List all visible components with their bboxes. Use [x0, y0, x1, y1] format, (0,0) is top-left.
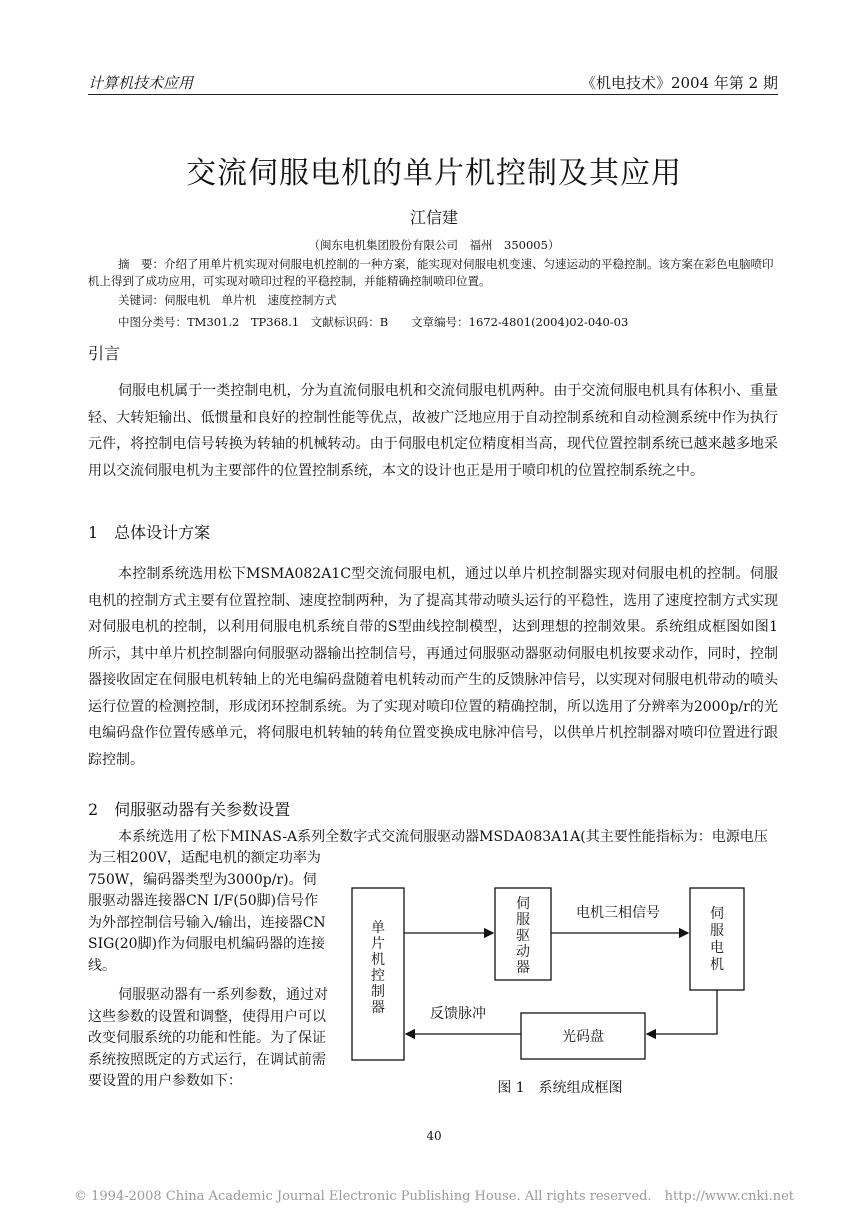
running-header-left: 计算机技术应用 — [88, 74, 194, 92]
section-1-paragraph: 本控制系统选用松下MSMA082A1C型交流伺服电机，通过以单片机控制器实现对伺服电机的控制。伺服电机的控制方式主要有位置控制、速度控制两种，为了提高其带动喷头运行的平稳性，选用了速度控制方式实现对伺服电机的控制，以利用伺服电机系统自带的S型曲线控制模型，达到理想的控制效果。系统组成框图如图1所示，其中单片机控制器向伺服驱动器输出控制信号，再通过伺服驱动器驱动伺服电机按要求动作，同时，控制器接收固定在伺服电机转轴上的光电编码盘随着电机转动而产生的反馈脉冲信号，以实现对伺服电机带动的喷头运行位置的检测控制，形成闭环控制系统。为了实现对喷印位置的精确控制，所以选用了分辨率为2000p/r的光电编码盘作位置传感单元，将伺服电机转轴的转角位置变换成电脉冲信号，以供单片机控制器对喷印位置进行跟踪控制。 — [88, 566, 778, 768]
keywords: 关键词：伺服电机 单片机 速度控制方式 — [118, 293, 337, 307]
section-heading-intro: 引言 — [88, 344, 121, 363]
encoder-label: 光码盘 — [562, 1029, 604, 1045]
section-2-paragraph-1: 为三相200V，适配电机的额定功率为750W，编码器类型为3000p/r)。伺服驱动器连接器CN I/F(50脚)信号作为外部控制信号输入/输出，连接器CN SIG(20脚)作为伺服电机编码器的连接线。 — [88, 850, 326, 974]
motor-block — [690, 888, 744, 990]
arrow-motor-to-encoder — [647, 990, 717, 1034]
driver-label: 伺服驱动器 — [516, 896, 530, 976]
system-block-diagram — [340, 870, 780, 1110]
copyright-footer: © 1994-2008 China Academic Journal Electronic Publishing House. All rights reserved. http://www.cnki.net — [74, 1189, 794, 1204]
section-heading-2: 2 伺服驱动器有关参数设置 — [88, 800, 291, 819]
figure-caption: 图 1 系统组成框图 — [497, 1080, 623, 1096]
affiliation: （闽东电机集团股份有限公司 福州 350005） — [308, 238, 560, 252]
feedback-label: 反馈脉冲 — [430, 1006, 486, 1022]
controller-label: 单片机控制器 — [371, 920, 385, 1016]
paper-title: 交流伺服电机的单片机控制及其应用 — [186, 156, 682, 191]
author: 江信建 — [409, 208, 458, 227]
header-divider — [88, 94, 778, 95]
section-2-paragraph-1-line: 本系统选用了松下MINAS-A系列全数字式交流伺服驱动器MSDA083A1A(其主要性能指标为：电源电压 — [118, 829, 768, 845]
section-heading-1: 1 总体设计方案 — [88, 523, 211, 542]
three-phase-label: 电机三相信号 — [576, 905, 660, 921]
classification: 中图分类号：TM301.2 TP368.1 文献标识码：B 文章编号：1672-4801(2004)02-040-03 — [118, 315, 629, 329]
section-2-paragraph-2: 伺服驱动器有一系列参数，通过对这些参数的设置和调整，使得用户可以改变伺服系统的功能和性能。为了保证系统按照既定的方式运行，在调试前需要设置的用户参数如下： — [88, 987, 328, 1089]
abstract: 摘 要：介绍了用单片机实现对伺服电机控制的一种方案，能实现对伺服电机变速、匀速运动的平稳控制。该方案在彩色电脑喷印机上得到了成功应用，可实现对喷印过程的平稳控制，并能精确控制喷印位置。 — [88, 257, 774, 288]
page-number: 40 — [426, 1129, 442, 1143]
intro-paragraph: 伺服电机属于一类控制电机，分为直流伺服电机和交流伺服电机两种。由于交流伺服电机具有体积小、重量轻、大转矩输出、低惯量和良好的控制性能等优点，故被广泛地应用于自动控制系统和自动检测系统中作为执行元件，将控制电信号转换为转轴的机械转动。由于伺服电机定位精度相当高，现代位置控制系统已越来越多地采用以交流伺服电机为主要部件的位置控制系统，本文的设计也正是用于喷印机的位置控制系统之中。 — [88, 383, 778, 479]
running-header-right: 《机电技术》2004 年第 2 期 — [580, 74, 778, 92]
motor-label: 伺服电机 — [710, 906, 724, 973]
